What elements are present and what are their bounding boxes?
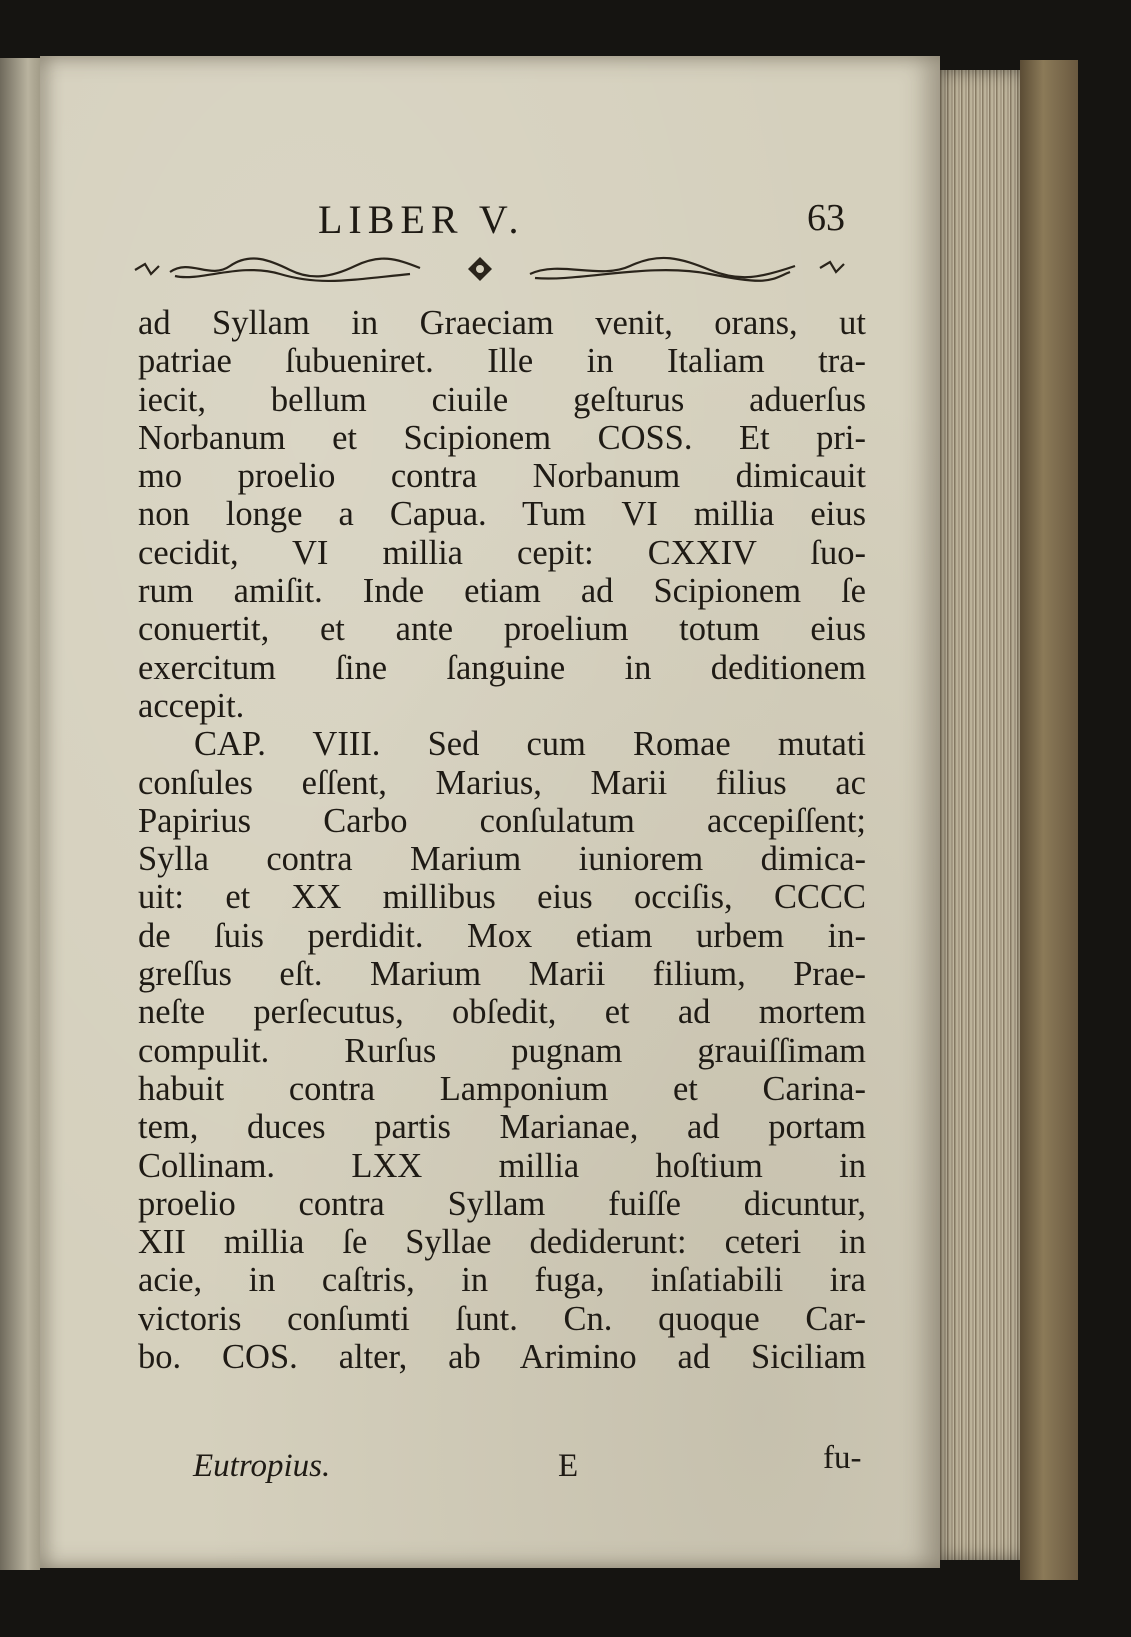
text-line: patriae ſubueniret. Ille in Italiam tra- <box>138 342 866 381</box>
text-line: rum amiſit. Inde etiam ad Scipionem ſe <box>138 572 866 611</box>
decorative-header-ornament <box>130 252 850 286</box>
signature-mark: E <box>558 1448 579 1484</box>
previous-page-edge <box>0 58 40 1570</box>
page-block-edges <box>940 70 1026 1560</box>
text-line: habuit contra Lamponium et Carina- <box>138 1069 866 1108</box>
text-line: exercitum ſine ſanguine in deditionem <box>138 648 866 687</box>
text-line: neſte perſecutus, obſedit, et ad mortem <box>138 993 866 1032</box>
text-line: compulit. Rurſus pugnam grauiſſimam <box>138 1031 866 1070</box>
text-line: ad Syllam in Graeciam venit, orans, ut <box>138 304 866 342</box>
text-line: Collinam. LXX millia hoſtium in <box>138 1146 866 1185</box>
running-head: LIBER V. <box>318 197 525 242</box>
text-line: Papirius Carbo conſulatum accepiſſent; <box>138 801 866 840</box>
text-line: uit: et XX millibus eius occiſis, CCCC <box>138 878 866 917</box>
text-line: non longe a Capua. Tum VI millia eius <box>138 495 866 534</box>
text-line: conuertit, et ante proelium totum eius <box>138 610 866 649</box>
text-line: iecit, bellum ciuile geſturus aduerſus <box>138 380 866 419</box>
text-line: greſſus eſt. Marium Marii filium, Prae- <box>138 955 866 994</box>
text-line: proelio contra Syllam fuiſſe dicuntur, <box>138 1184 866 1223</box>
text-line: de ſuis perdidit. Mox etiam urbem in- <box>138 916 866 955</box>
text-line: Sylla contra Marium iuniorem dimica- <box>138 840 866 879</box>
page-number: 63 <box>807 197 845 239</box>
text-line: tem, duces partis Marianae, ad portam <box>138 1108 866 1147</box>
text-line: XII millia ſe Syllae dediderunt: ceteri in <box>138 1223 866 1262</box>
text-line: mo proelio contra Norbanum dimicauit <box>138 457 866 496</box>
signature-title: Eutropius. <box>193 1448 331 1484</box>
book-cover-edge <box>1020 60 1078 1580</box>
book-page <box>40 56 940 1568</box>
text-line: victoris conſumti ſunt. Cn. quoque Car- <box>138 1299 866 1338</box>
text-line: bo. COS. alter, ab Arimino ad Siciliam <box>138 1338 866 1377</box>
chapter-heading-line: CAP. VIII. Sed cum Romae mutati <box>194 725 866 764</box>
text-line: conſules eſſent, Marius, Marii filius ac <box>138 763 866 802</box>
text-line: accepit. <box>138 686 245 725</box>
catchword: fu- <box>823 1440 862 1476</box>
text-line: cecidit, VI millia cepit: CXXIV ſuo- <box>138 533 866 572</box>
body-text <box>138 304 866 1376</box>
text-line: Norbanum et Scipionem COSS. Et pri- <box>138 418 866 457</box>
page-footer <box>193 1440 873 1492</box>
text-line: acie, in caſtris, in fuga, inſatiabili ira <box>138 1261 866 1300</box>
